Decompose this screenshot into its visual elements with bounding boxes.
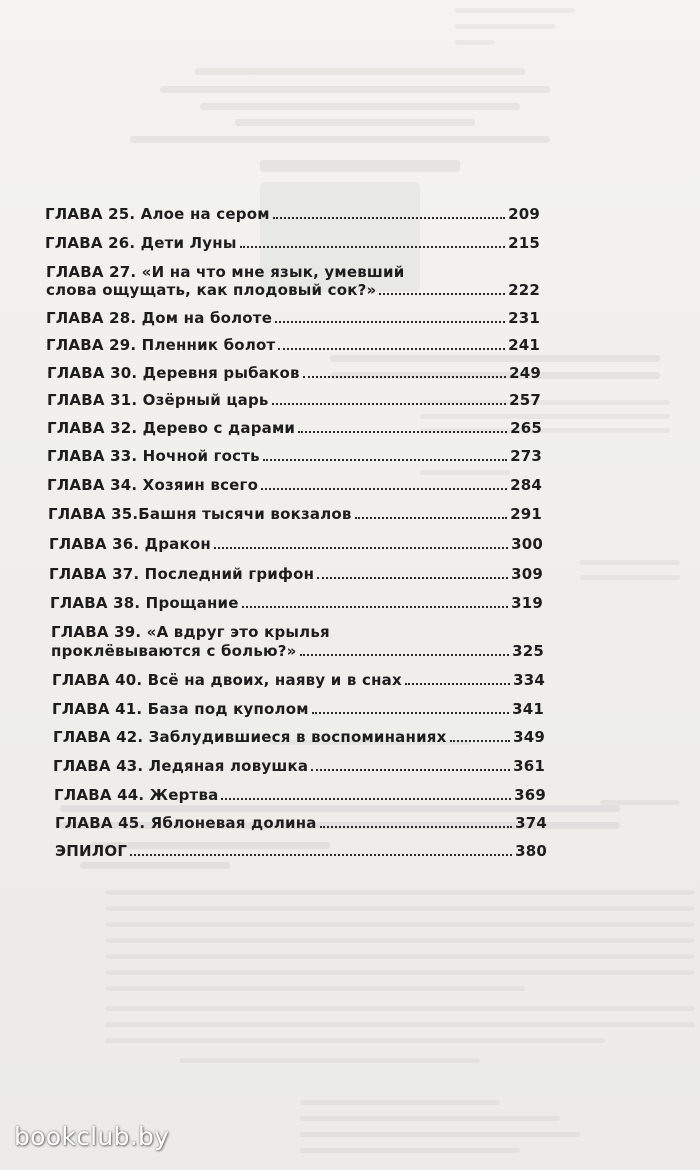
leader-dots (242, 606, 508, 608)
toc-entry (47, 447, 542, 465)
toc-entry-page: 222 (508, 281, 540, 299)
toc-entry-page: 209 (508, 205, 540, 223)
toc-entry (45, 205, 540, 223)
leader-dots (263, 459, 507, 461)
toc-entry-page: 241 (508, 336, 540, 354)
leader-dots (261, 488, 507, 490)
toc-entry-page: 319 (511, 594, 543, 612)
toc-entry-page: 369 (514, 786, 546, 804)
toc-entry-title: ГЛАВА 33. Ночной гость (47, 447, 260, 465)
toc-entry-page: 257 (509, 391, 541, 409)
leader-dots (320, 826, 512, 828)
toc-entry-title: ГЛАВА 25. Алое на сером (45, 205, 270, 223)
toc-entry (46, 281, 540, 299)
toc-entry-page: 309 (511, 565, 543, 583)
toc-entry-title: ГЛАВА 41. База под куполом (52, 700, 309, 718)
toc-entry-page: 215 (508, 234, 540, 252)
leader-dots (273, 217, 505, 219)
leader-dots (300, 654, 510, 656)
toc-entry (51, 642, 544, 660)
leader-dots (311, 769, 510, 771)
leader-dots (303, 376, 506, 378)
leader-dots (221, 798, 511, 800)
toc-entry (50, 594, 543, 612)
toc-entry (53, 757, 545, 775)
leader-dots (355, 517, 508, 519)
toc-entry-title: ГЛАВА 31. Озёрный царь (47, 391, 269, 409)
toc-entry (52, 700, 544, 718)
leader-dots (214, 547, 508, 549)
leader-dots (278, 348, 505, 350)
toc-entry-title: ГЛАВА 42. Заблудившиеся в воспоминаниях (53, 728, 447, 746)
toc-entry-title: ГЛАВА 40. Всё на двоих, наяву и в снах (52, 671, 402, 689)
toc-entry-page: 325 (512, 642, 544, 660)
toc-entry-title: ГЛАВА 43. Ледяная ловушка (53, 757, 309, 775)
toc-entry (48, 505, 542, 523)
toc-entry (55, 842, 547, 860)
toc-entry-page: 231 (508, 309, 540, 327)
toc-entry-title: ГЛАВА 45. Яблоневая долина (55, 814, 317, 832)
toc-entry-page: 361 (513, 757, 545, 775)
toc-entry-title: ГЛАВА 38. Прощание (50, 594, 239, 612)
toc-entry (45, 234, 540, 252)
toc-entry-title: ГЛАВА 29. Пленник болот (46, 336, 276, 354)
toc-entry-title: ГЛАВА 37. Последний грифон (49, 565, 315, 583)
toc-entry (47, 476, 542, 494)
leader-dots (298, 431, 507, 433)
toc-entry-title: ГЛАВА 36. Дракон (49, 535, 211, 553)
toc-entry-page: 334 (513, 671, 545, 689)
toc-entry-page: 341 (512, 700, 544, 718)
leader-dots (312, 712, 509, 714)
toc-entry (49, 565, 543, 583)
leader-dots (275, 321, 505, 323)
toc-entry-title-line1: ГЛАВА 27. «И на что мне язык, умевший (46, 263, 405, 281)
toc-entry-title-line1: ГЛАВА 39. «А вдруг это крылья (51, 623, 330, 641)
leader-dots (130, 854, 512, 856)
toc-entry-title: ГЛАВА 32. Дерево с дарами (47, 419, 296, 437)
toc-entry-page: 374 (515, 814, 547, 832)
toc-entry-title: ГЛАВА 30. Деревня рыбаков (47, 364, 300, 382)
toc-entry (53, 728, 545, 746)
toc-entry-title: ГЛАВА 26. Дети Луны (45, 234, 237, 252)
leader-dots (272, 403, 506, 405)
toc-entry-page: 349 (513, 728, 545, 746)
leader-dots (450, 740, 511, 742)
toc-entry-page: 249 (509, 364, 541, 382)
leader-dots (405, 683, 510, 685)
toc-entry-page: 291 (510, 505, 542, 523)
toc-entry (47, 364, 541, 382)
toc-entry-page: 273 (510, 447, 542, 465)
toc-entry-page: 265 (510, 419, 542, 437)
toc-entry-title: ЭПИЛОГ (55, 842, 128, 860)
toc-entry-title: слова ощущать, как плодовый сок?» (46, 281, 377, 299)
toc-entry (47, 391, 541, 409)
toc-entry-page: 284 (510, 476, 542, 494)
leader-dots (240, 246, 505, 248)
toc-entry (49, 535, 543, 553)
toc-entry (55, 814, 547, 832)
toc-entry-page: 300 (511, 535, 543, 553)
leader-dots (317, 577, 508, 579)
toc-entry (52, 671, 545, 689)
toc-entry (46, 309, 540, 327)
toc-entry (47, 419, 542, 437)
toc-entry (46, 336, 540, 354)
toc-entry-title: ГЛАВА 34. Хозяин всего (47, 476, 259, 494)
leader-dots (379, 293, 505, 295)
toc-entry-title: ГЛАВА 28. Дом на болоте (46, 309, 273, 327)
toc-entry-page: 380 (515, 842, 547, 860)
toc-entry (54, 786, 546, 804)
toc-entry-title: ГЛАВА 35.Башня тысячи вокзалов (48, 505, 352, 523)
toc-entry-title: проклёвываются с болью?» (51, 642, 297, 660)
site-watermark: bookclub.by (14, 1122, 170, 1151)
toc-entry-title: ГЛАВА 44. Жертва (54, 786, 219, 804)
